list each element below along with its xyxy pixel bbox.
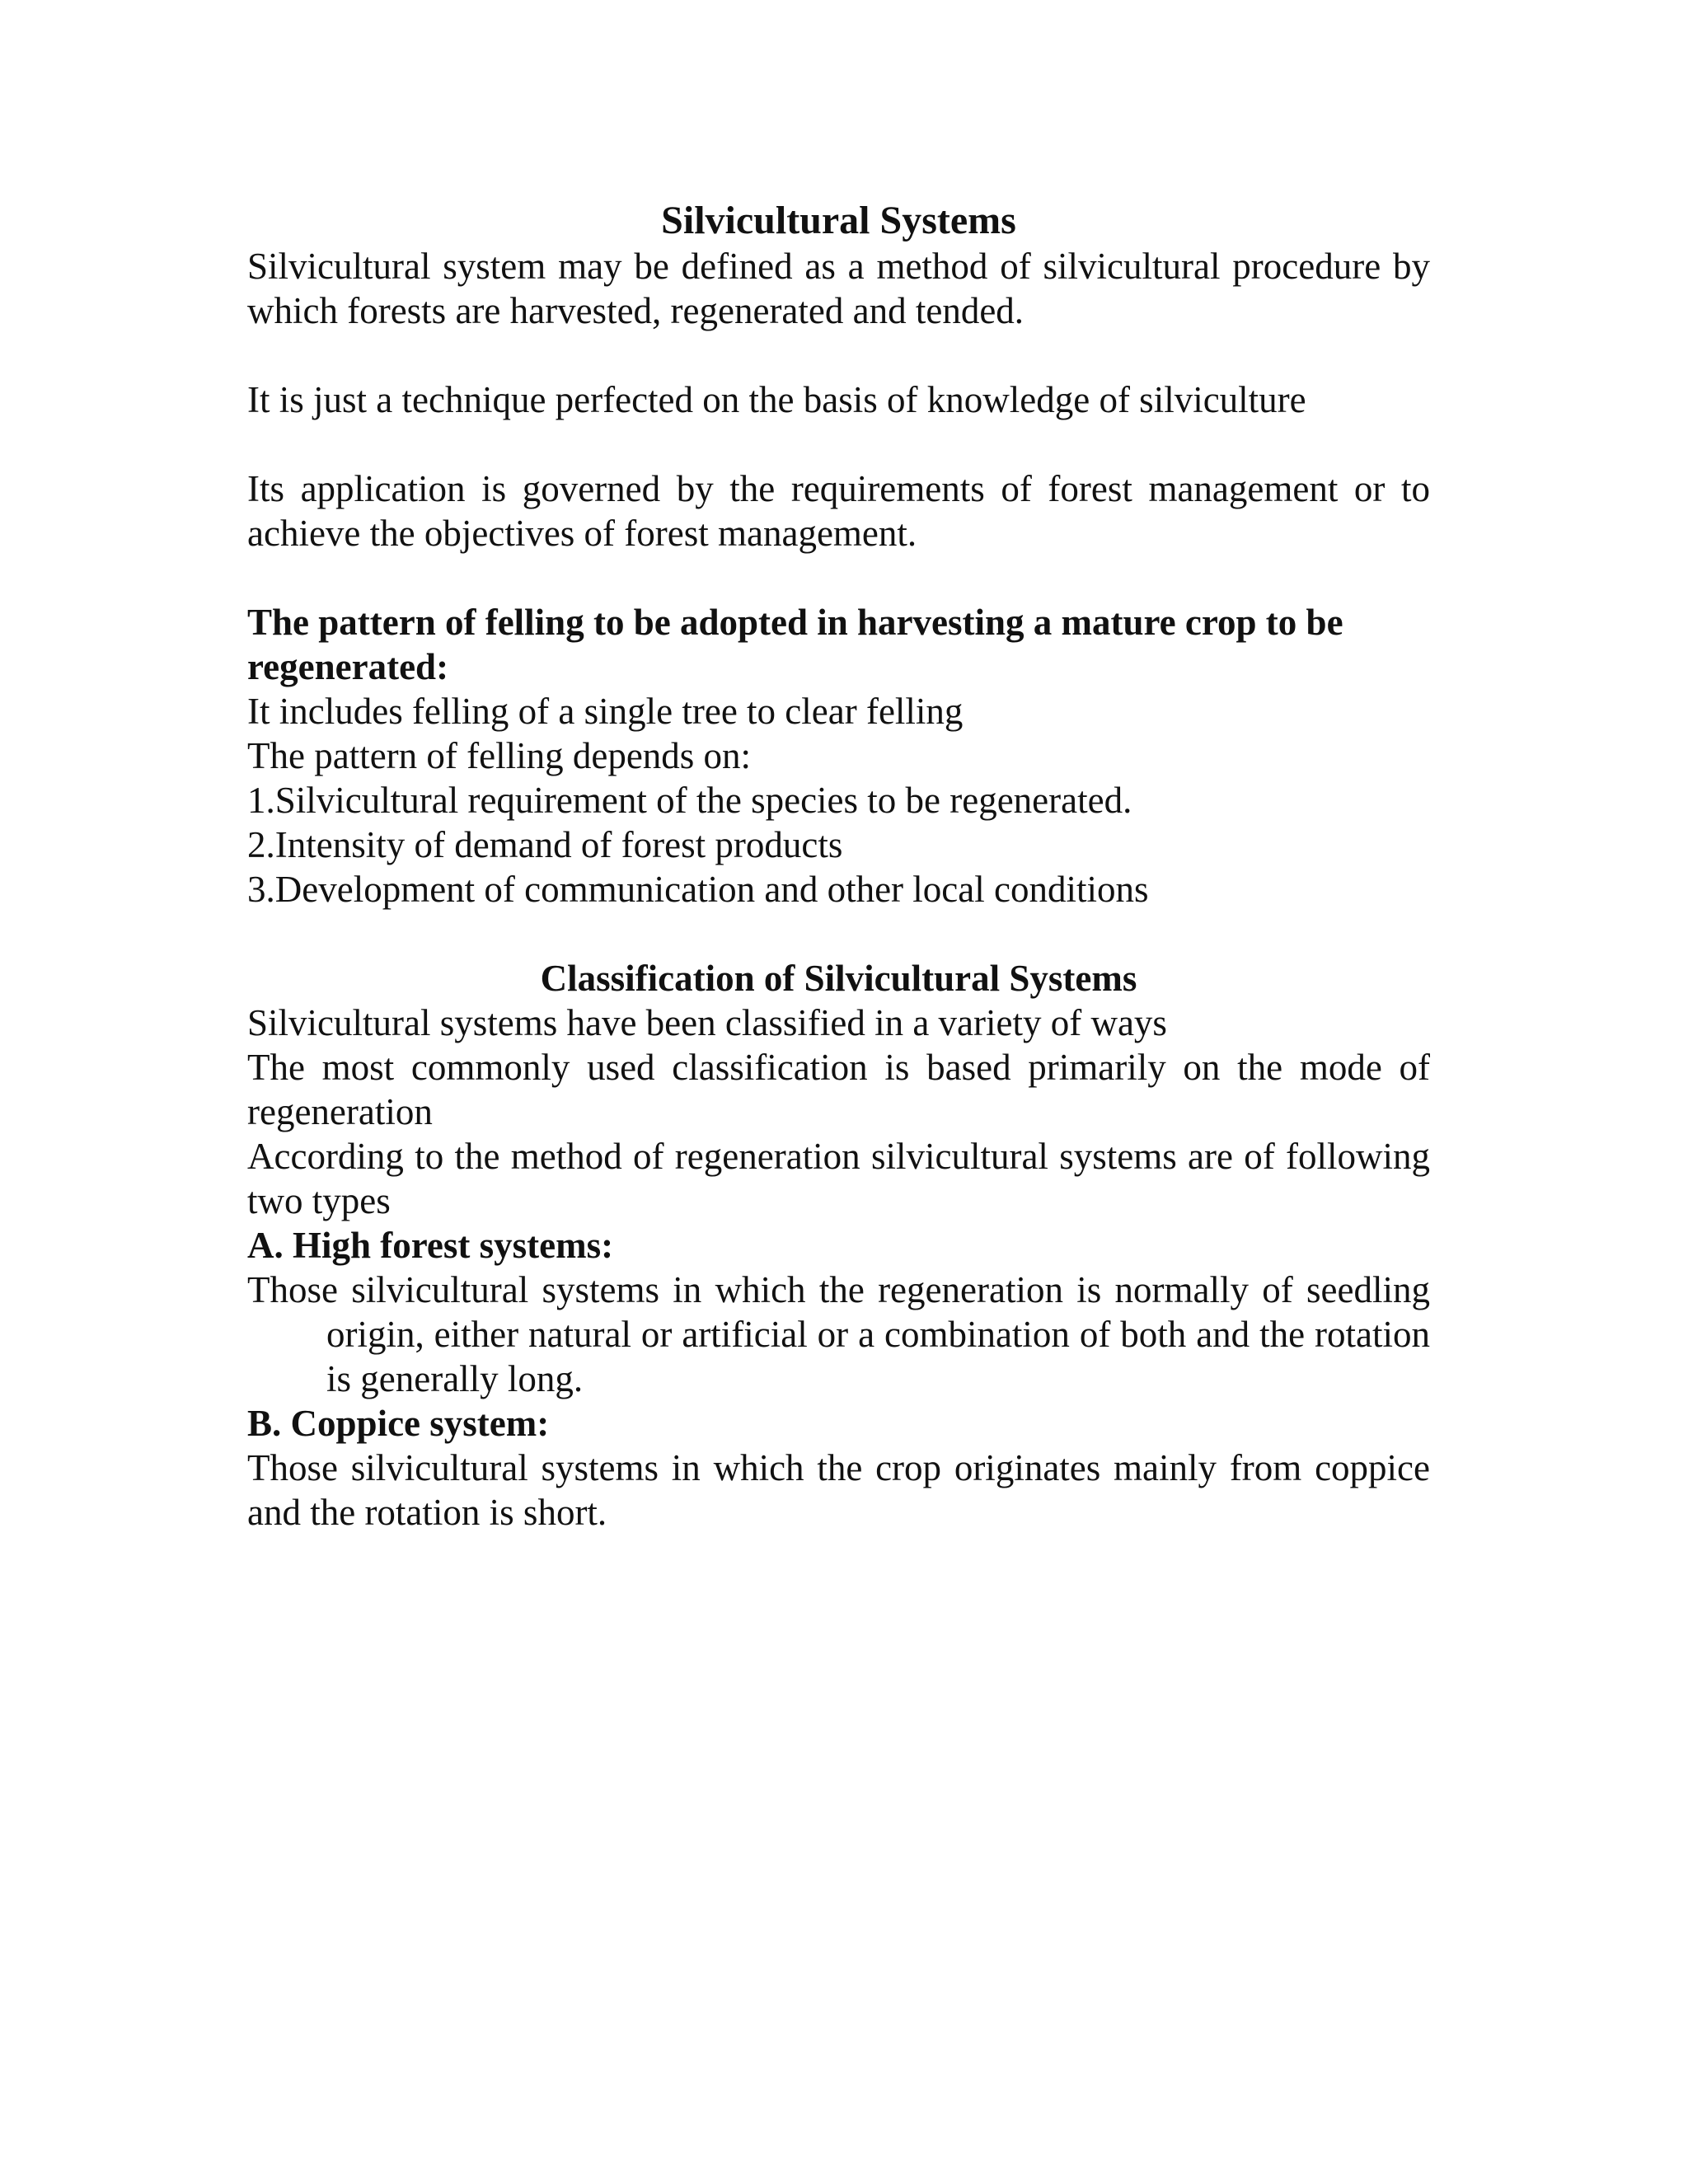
application-paragraph: Its application is governed by the requirements of forest management or to achieve the objectives of forest management. <box>247 468 1430 554</box>
felling-depends-text: The pattern of felling depends on: <box>247 735 752 776</box>
felling-heading: The pattern of felling to be adopted in harvesting a mature crop to be regenerated: <box>247 602 1343 687</box>
spacer <box>247 555 1430 600</box>
spacer <box>247 912 1430 956</box>
spacer <box>247 333 1430 377</box>
felling-factor-item: 3.Development of communication and other local conditions <box>247 869 1149 910</box>
intro-paragraph: Silvicultural system may be defined as a method of silvicultural procedure by which forests are harvested, regenerated and tended. <box>247 246 1430 331</box>
classification-variety-text: Silvicultural systems have been classified in a variety of ways <box>247 1002 1167 1043</box>
felling-factor-item: 2.Intensity of demand of forest products <box>247 824 843 865</box>
felling-includes-text: It includes felling of a single tree to clear felling <box>247 691 964 732</box>
high-forest-heading: A. High forest systems: <box>247 1225 614 1266</box>
classification-heading: Classification of Silvicultural Systems <box>540 958 1137 999</box>
technique-paragraph: It is just a technique perfected on the basis of knowledge of silviculture <box>247 379 1306 420</box>
felling-factor-item: 1.Silvicultural requirement of the species to be regenerated. <box>247 780 1132 821</box>
classification-common-text: The most commonly used classification is based primarily on the mode of regeneration <box>247 1047 1430 1132</box>
document-page <box>247 198 1430 1535</box>
classification-types-text: According to the method of regeneration silvicultural systems are of following two types <box>247 1136 1430 1221</box>
coppice-text: Those silvicultural systems in which the crop originates mainly from coppice and the rotation is short. <box>247 1447 1430 1533</box>
coppice-heading: B. Coppice system: <box>247 1403 550 1444</box>
spacer <box>247 422 1430 466</box>
high-forest-text: Those silvicultural systems in which the regeneration is normally of seedling origin, either natural or artificial or a combination of both and the rotation is generally long. <box>247 1269 1430 1399</box>
document-title: Silvicultural Systems <box>661 199 1016 242</box>
